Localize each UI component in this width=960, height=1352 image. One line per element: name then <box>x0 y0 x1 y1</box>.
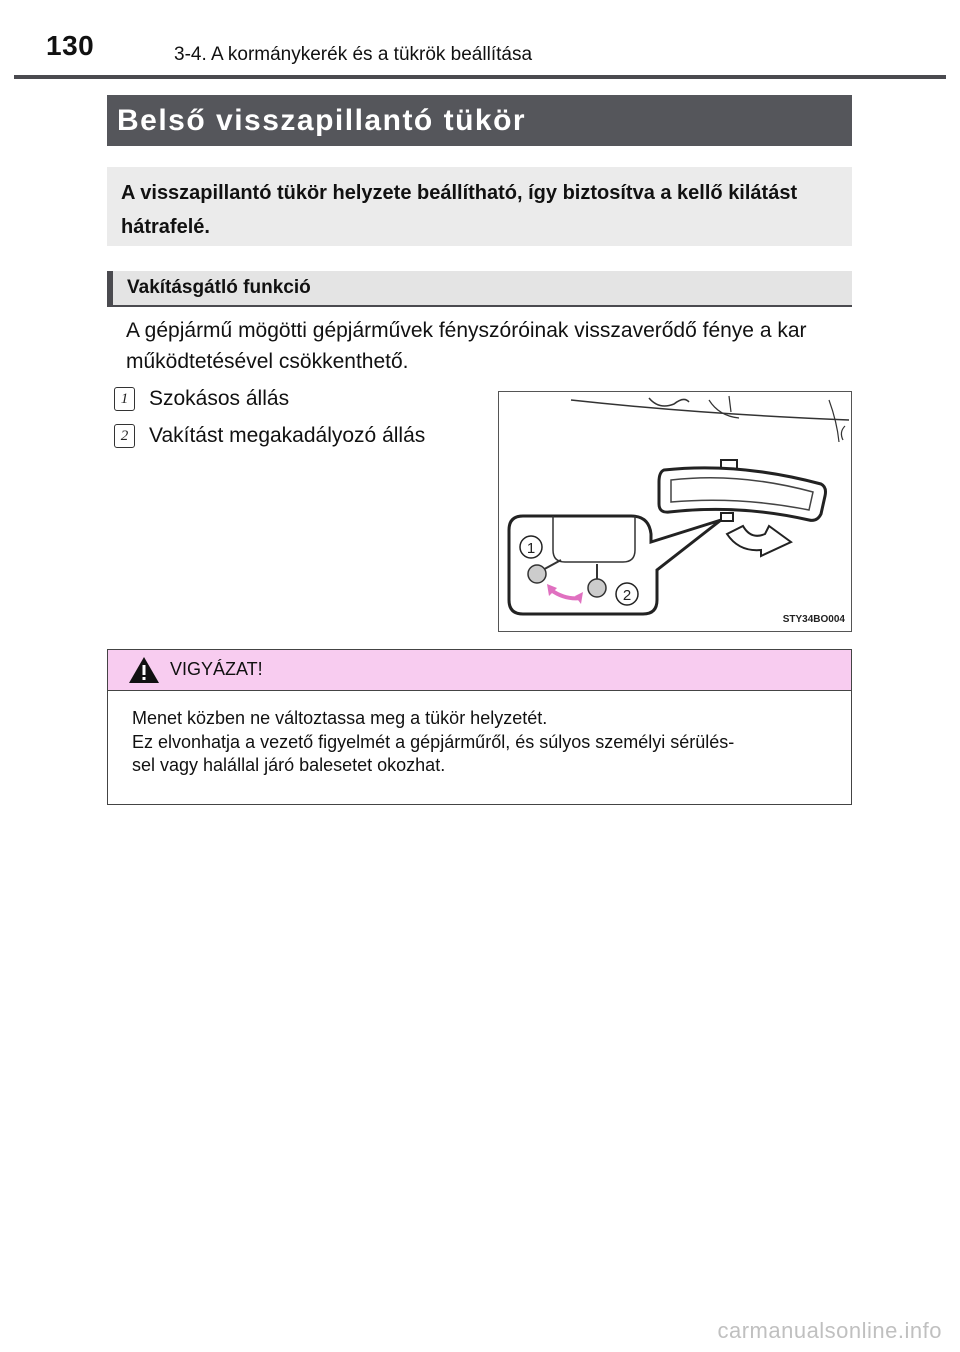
subsection-heading: Vakításgátló funkció <box>107 271 852 307</box>
header-rule <box>14 75 946 79</box>
warning-line-1: Menet közben ne változtassa meg a tükör helyzetét. <box>132 708 548 728</box>
step-label-2: Vakítást megakadályozó állás <box>149 424 426 447</box>
warning-title: VIGYÁZAT! <box>170 659 263 679</box>
intro-summary: A visszapillantó tükör helyzete beállítható, így biztosítva a kellő kilátást hátrafelé. <box>107 167 852 246</box>
step-item-2 <box>114 421 425 451</box>
step-item-1 <box>114 384 289 414</box>
warning-triangle-icon <box>128 656 160 689</box>
warning-line-3: sel vagy halállal járó balesetet okozhat. <box>132 755 446 775</box>
warning-body <box>108 691 851 778</box>
figure-code: STY34BO004 <box>782 614 845 625</box>
page-number: 130 <box>46 30 95 61</box>
watermark: carmanualsonline.info <box>717 1318 942 1343</box>
callout-1: 1 <box>526 540 536 557</box>
warning-header <box>108 650 851 691</box>
step-number-2: 2 <box>114 424 135 448</box>
step-label-1: Szokásos állás <box>149 387 290 410</box>
section-title: Belső visszapillantó tükör <box>107 95 852 146</box>
rearview-mirror-icon <box>659 460 826 521</box>
warning-box <box>107 649 852 805</box>
subsection-body: A gépjármű mögötti gépjárművek fényszóróinak visszaverődő fénye a kar működtetésével csökkenthető. <box>126 319 807 373</box>
chapter-title: 3-4. A kormánykerék és a tükrök beállítása <box>174 44 533 65</box>
mirror-drawing <box>499 392 851 631</box>
step-number-1: 1 <box>114 387 135 411</box>
warning-line-2: Ez elvonhatja a vezető figyelmét a gépjárműről, és súlyos személyi sérülés- <box>132 731 735 752</box>
callout-2: 2 <box>622 587 632 604</box>
mirror-illustration <box>498 391 852 632</box>
